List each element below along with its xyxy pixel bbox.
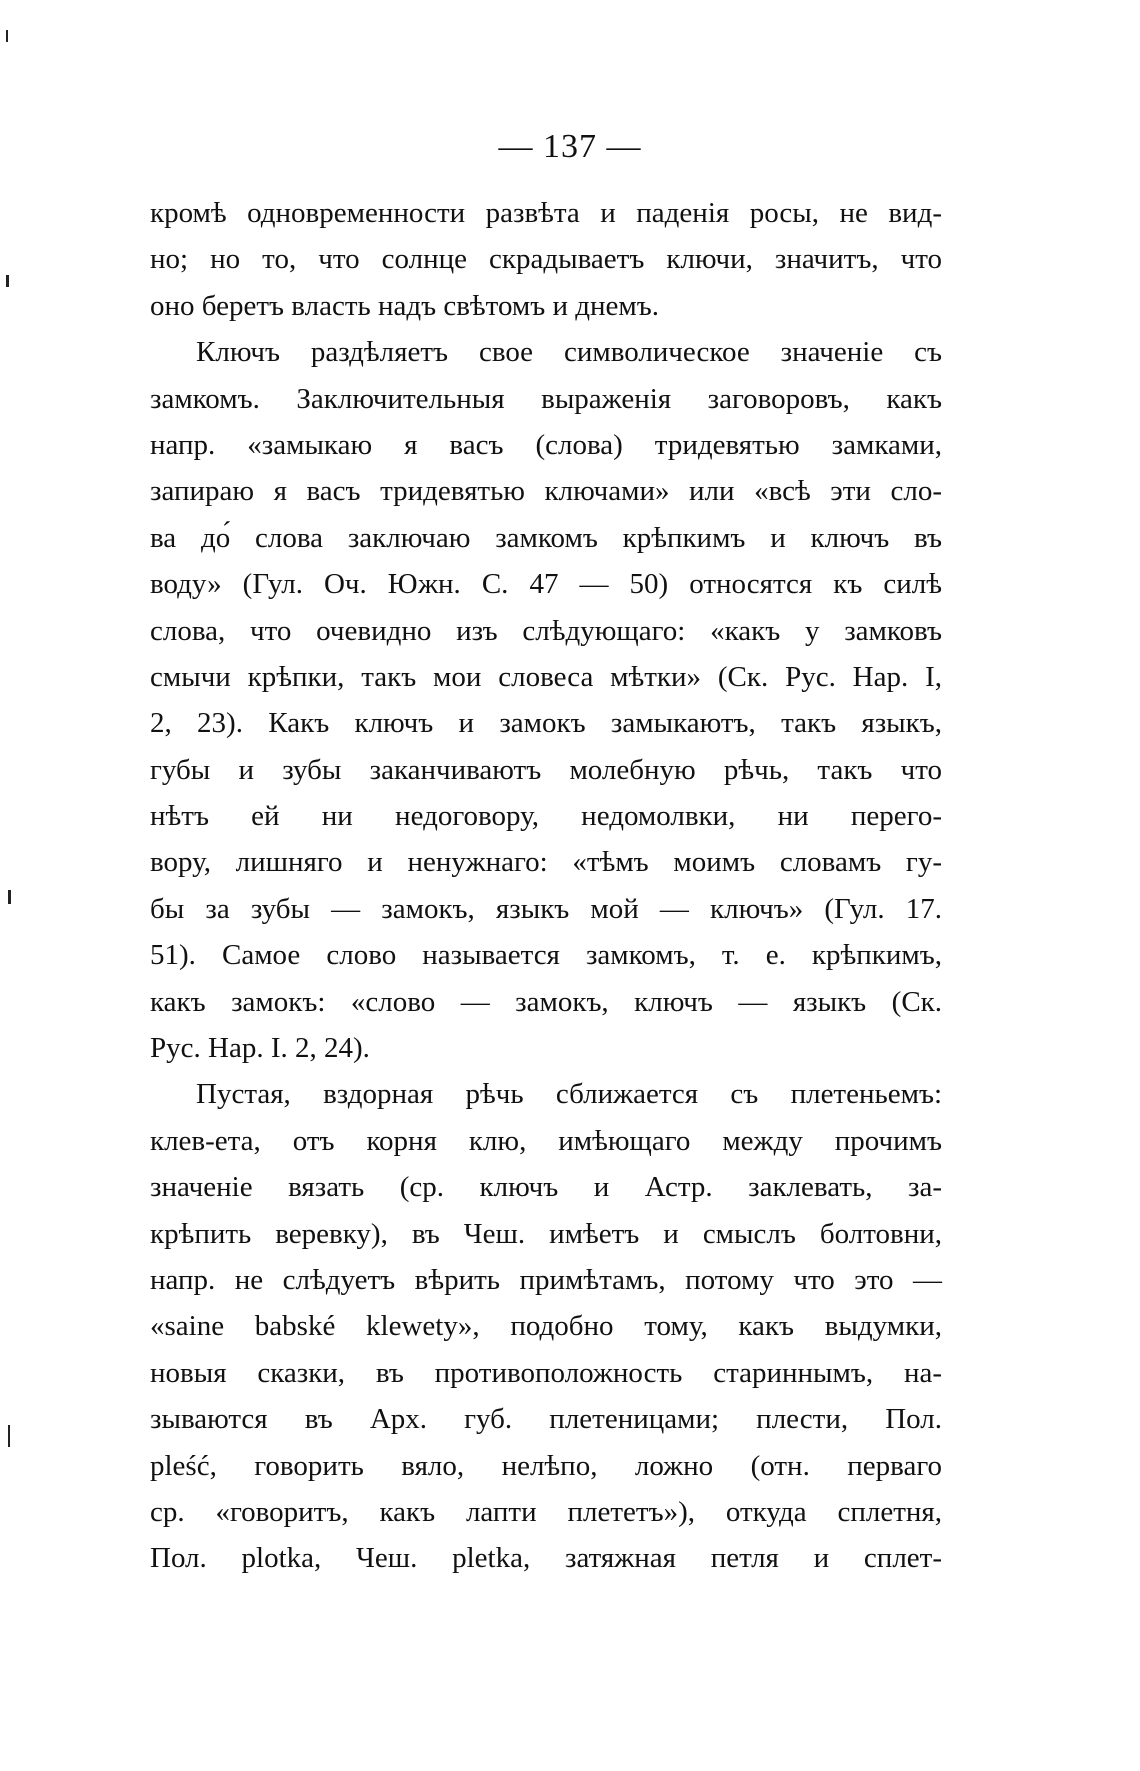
text-body (150, 190, 942, 1582)
text-line: клев-ета, отъ корня клю, имѣющаго между прочимъ (150, 1124, 942, 1157)
text-line: смычи крѣпки, такъ мои словеса мѣтки» (Ск. Рус. Нар. I, (150, 660, 942, 693)
text-line: кромѣ одновременности развѣта и паденія росы, не вид- (150, 197, 942, 229)
text-line: 51). Самое слово называется замкомъ, т. е. крѣпкимъ, (150, 939, 942, 972)
text-line: зываются въ Арх. губ. плетеницами; плести, Пол. (150, 1403, 942, 1436)
text-line: Пол. plotka, Чеш. pletka, затяжная петля и сплет- (150, 1542, 942, 1575)
text-line: какъ замокъ: «слово — замокъ, ключъ — языкъ (Ск. (150, 985, 942, 1018)
text-line: pleść, говорить вяло, нелѣпо, ложно (отн. перваго (150, 1449, 942, 1482)
text-line: воду» (Гул. Оч. Южн. С. 47 — 50) относятся къ силѣ (150, 568, 942, 601)
text-line: «saine babské klewety», подобно тому, какъ выдумки, (150, 1310, 942, 1343)
text-line: крѣпить веревку), въ Чеш. имѣетъ и смыслъ болтовни, (150, 1217, 942, 1250)
text-line: замкомъ. Заключительныя выраженія заговоровъ, какъ (150, 382, 942, 415)
text-line: напр. «замыкаю я васъ (слова) тридевятью замками, (150, 428, 942, 461)
text-line: вору, лишняго и ненужнаго: «тѣмъ моимъ словамъ гу- (150, 846, 942, 879)
text-line: оно беретъ власть надъ свѣтомъ и днемъ. (150, 289, 660, 322)
text-line: ва до́ слова заключаю замкомъ крѣпкимъ и ключъ въ (150, 521, 942, 554)
text-line: 2, 23). Какъ ключъ и замокъ замыкаютъ, такъ языкъ, (150, 707, 942, 740)
text-line: новыя сказки, въ противоположность стариннымъ, на- (150, 1356, 942, 1389)
scan-mark-3 (8, 890, 11, 904)
text-line: но; но то, что солнце скрадываетъ ключи, значитъ, что (150, 243, 942, 276)
text-line: запираю я васъ тридевятью ключами» или «всѣ эти сло- (150, 475, 942, 508)
text-line: Рус. Нар. I. 2, 24). (150, 1032, 370, 1065)
text-line: Ключъ раздѣляетъ свое символическое значеніе съ (196, 336, 942, 369)
text-line: напр. не слѣдуетъ вѣрить примѣтамъ, потому что это — (150, 1263, 942, 1296)
scan-mark-4 (8, 1425, 10, 1447)
scan-mark-2 (6, 275, 9, 287)
text-line: Пустая, вздорная рѣчь сближается съ плетеньемъ: (196, 1078, 942, 1111)
text-line: бы за зубы — замокъ, языкъ мой — ключъ» (Гул. 17. (150, 892, 942, 925)
scan-mark-1 (6, 30, 8, 42)
text-line: слова, что очевидно изъ слѣдующаго: «какъ у замковъ (150, 614, 942, 647)
text-line: ср. «говоритъ, какъ лапти плететъ»), откуда сплетня, (150, 1495, 942, 1528)
text-line: губы и зубы заканчиваютъ молебную рѣчь, такъ что (150, 753, 942, 786)
text-line: нѣтъ ей ни недоговору, недомолвки, ни перего- (150, 800, 942, 833)
text-line: значеніе вязать (ср. ключъ и Астр. заклевать, за- (150, 1171, 942, 1204)
page-number: — 137 — (498, 128, 642, 165)
